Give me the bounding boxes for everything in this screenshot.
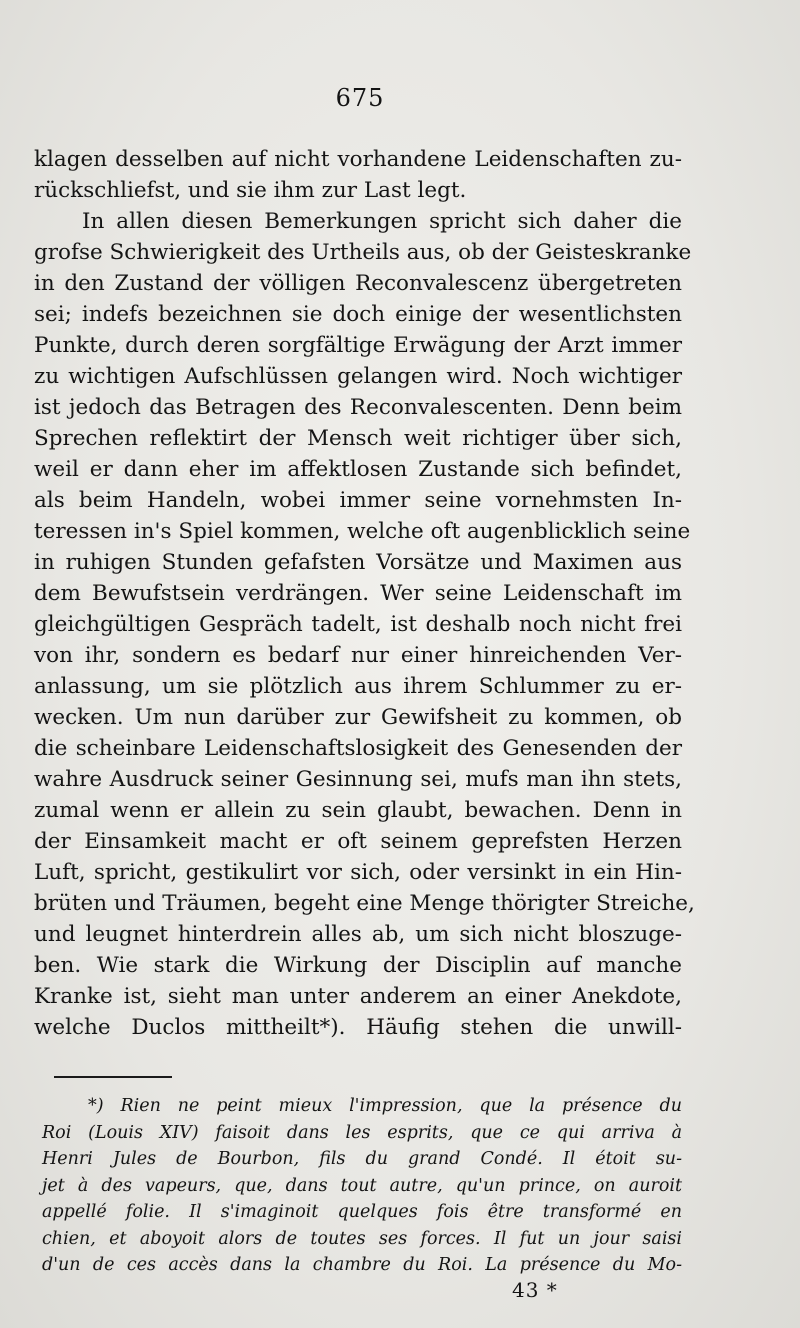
footnotes <box>42 1093 682 1279</box>
body-line: teressen in's Spiel kommen, welche oft augenblicklich seine <box>34 519 691 544</box>
body-line: In allen diesen Bemerkungen spricht sich daher die <box>82 209 682 234</box>
footnote-line: Henri Jules de Bourbon, fils du grand Condé. Il étoit su- <box>42 1149 682 1169</box>
body-line: dem Bewufstsein verdrängen. Wer seine Leidenschaft im <box>34 581 682 606</box>
body-line: ben. Wie stark die Wirkung der Disciplin auf manche <box>34 953 682 978</box>
body-line: Punkte, durch deren sorgfältige Erwägung der Arzt immer <box>34 333 682 358</box>
footnote-line: Roi (Louis XIV) faisoit dans les esprits, que ce qui arriva à <box>42 1122 682 1143</box>
signature-mark: 43 * <box>512 1278 558 1302</box>
body-line: der Einsamkeit macht er oft seinem geprefsten Herzen <box>34 829 682 854</box>
footnote-rule <box>54 1076 172 1078</box>
body-line: die scheinbare Leidenschaftslosigkeit des Genesenden der <box>34 736 682 761</box>
body-line: gleichgültigen Gespräch tadelt, ist deshalb noch nicht frei <box>34 612 682 637</box>
body-line: anlassung, um sie plötzlich aus ihrem Schlummer zu er- <box>34 674 682 699</box>
body-line: welche Duclos mittheilt*). Häufig stehen die unwill- <box>34 1015 682 1040</box>
body-line: Luft, spricht, gestikulirt vor sich, oder versinkt in ein Hin- <box>34 860 682 885</box>
footnote-line: d'un de ces accès dans la chambre du Roi. La présence du Mo- <box>42 1255 682 1275</box>
body-text <box>34 144 695 1043</box>
footnote-line: *) Rien ne peint mieux l'impression, que la présence du <box>88 1096 682 1116</box>
body-line: sei; indefs bezeichnen sie doch einige der wesentlichsten <box>34 302 682 327</box>
body-line: Kranke ist, sieht man unter anderem an einer Anekdote, <box>34 984 682 1009</box>
body-line: Sprechen reflektirt der Mensch weit richtiger über sich, <box>34 426 682 451</box>
body-line: und leugnet hinterdrein alles ab, um sich nicht bloszuge- <box>34 922 682 947</box>
footnote-line: chien, et aboyoit alors de toutes ses forces. Il fut un jour saisi <box>42 1228 682 1249</box>
body-line: zu wichtigen Aufschlüssen gelangen wird. Noch wichtiger <box>34 364 682 389</box>
body-line: weil er dann eher im affektlosen Zustande sich befindet, <box>34 457 682 482</box>
body-line: wecken. Um nun darüber zur Gewifsheit zu kommen, ob <box>34 705 682 730</box>
body-line: in den Zustand der völligen Reconvalescenz übergetreten <box>34 271 682 296</box>
body-line: in ruhigen Stunden gefafsten Vorsätze und Maximen aus <box>34 550 682 575</box>
footnote-line: jet à des vapeurs, que, dans tout autre, qu'un prince, on auroit <box>42 1175 682 1196</box>
body-line: von ihr, sondern es bedarf nur einer hinreichenden Ver- <box>34 643 682 668</box>
body-line: als beim Handeln, wobei immer seine vornehmsten In- <box>34 488 682 513</box>
footnote-line: appellé folie. Il s'imaginoit quelques fois être transformé en <box>42 1202 682 1222</box>
body-line: ist jedoch das Betragen des Reconvalescenten. Denn beim <box>34 395 682 420</box>
body-line: brüten und Träumen, begeht eine Menge thörigter Streiche, <box>34 891 695 916</box>
body-line: zumal wenn er allein zu sein glaubt, bewachen. Denn in <box>34 798 682 823</box>
body-line: grofse Schwierigkeit des Urtheils aus, ob der Geisteskranke <box>34 240 692 265</box>
body-line: klagen desselben auf nicht vorhandene Leidenschaften zu- <box>34 147 682 172</box>
body-line: rückschliefst, und sie ihm zur Last legt. <box>34 178 467 203</box>
page-number: 675 <box>335 84 385 112</box>
body-line: wahre Ausdruck seiner Gesinnung sei, mufs man ihn stets, <box>34 767 682 792</box>
